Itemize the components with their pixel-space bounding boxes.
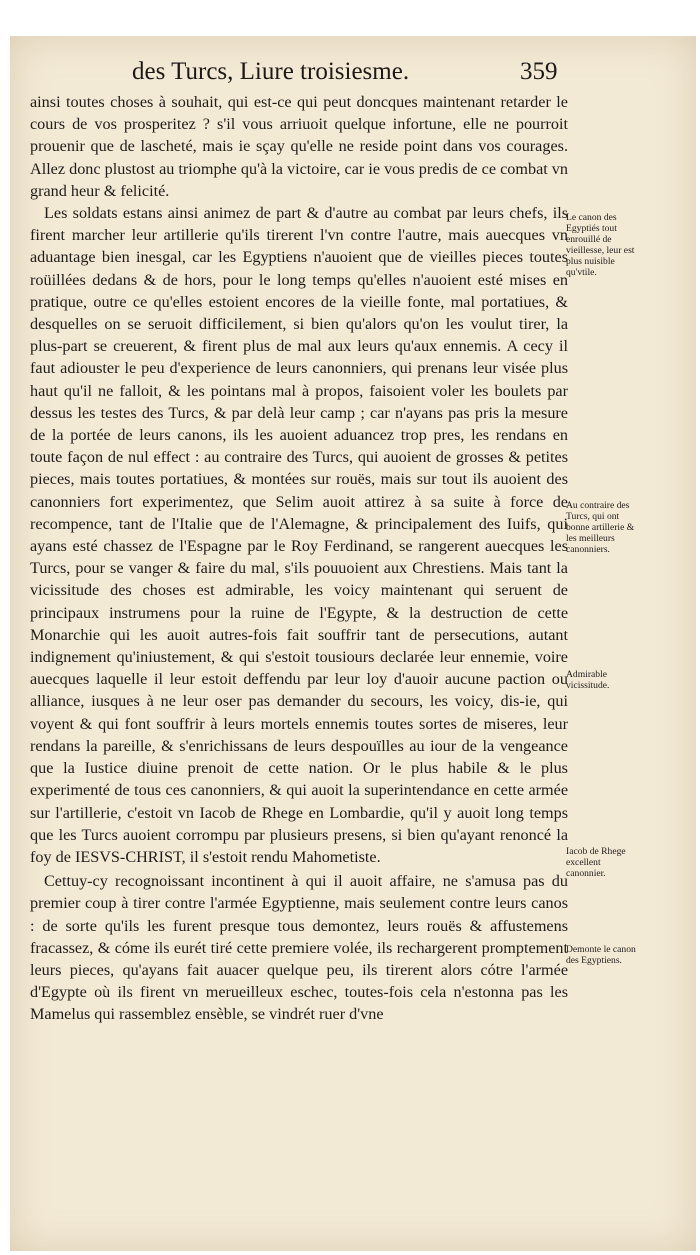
running-header	[0, 58, 700, 88]
margin-note: Iacob de Rhege excellent canonnier.	[566, 846, 626, 879]
margin-note: Le canon des Egyptiés tout enrouillé de vieillesse, leur est plus nuisible qu'vtile.	[566, 212, 635, 278]
paragraph: Les soldats estans ainsi animez de part & d'autre au combat par leurs chefs, ils firent marcher leur artillerie qu'ils tirerent l'vn contre l'autre, mais auecques vn aduantage bien inesgal, car les Egyptiens n'auoient que de vieilles pieces toutes roüillées dedans & de hors, pour le long temps qu'elles n'auoient esté mises en pratique, outre ce qu'elles estoient encores de la vieille fonte, mal portatiues, & desquelles on se seruoit difficilement, si bien qu'alors qu'on les voulut tirer, la plus-part se creuerent, & firent plus de mal aux leurs qu'aux ennemis. A cecy il faut adiouster le peu d'experience de leurs canonniers, qui prenans leur visée plus haut qu'il ne falloit, & les pointans mal à propos, faisoient voler les boulets par dessus les testes des Turcs, & par delà leur camp ; car n'ayans pas pris la mesure de la portée de leurs canons, ils les auoient aduancez trop pres, les rendans en toute façon de nul effect : au contraire des Turcs, qui auoient de grosses & petites pieces, mais toutes portatiues, & montées sur rouës, mais sur tout ils auoient des canonniers fort experimentez, que Selim auoit attirez à sa suite à force de recompence, tant de l'Italie que de l'Alemagne, & principalement des Iuifs, qui ayans esté chassez de l'Espagne par le Roy Ferdinand, se rangerent auecques les Turcs, pour se vanger & faire du mal, s'ils pouuoient aux Chrestiens. Mais tant la vicissitude des choses est admirable, les voicy maintenant qui seruent de principaux instrumens pour la ruine de l'Egypte, & la destruction de cette Monarchie qui les auoit autres-fois fait souffrir tant de persecutions, autant indignement qu'iniustement, & qui s'estoit tousiours declarée leur ennemie, voire auecques laquelle il leur estoit deffendu par leur loy d'auoir aucune paction ou alliance, iusques à ne leur oser pas demander du secours, les voicy, dis-ie, qui voyent & qui font souffrir à leurs mortels ennemis toutes sortes de miseres, leur rendans la pareille, & s'enrichissans de leurs despouïlles au iour de la vengeance que la Iustice diuine prenoit de cette nation. Or le plus habile & le plus experimenté de tous ces canonniers, & qui auoit la superintendance en cette armée sur l'artillerie, c'estoit vn Iacob de Rhege en Lombardie, qu'il y auoit long temps que les Turcs auoient corrompu par plusieurs presens, si bien qu'ayant renoncé la foy de IESVS-CHRIST, il s'estoit rendu Mahometiste.	[30, 204, 568, 866]
margin-note: Admirable vicissitude.	[566, 669, 610, 691]
margin-note: Demonte le canon des Egyptiens.	[566, 944, 636, 966]
running-title: des Turcs, Liure troisiesme.	[132, 58, 410, 85]
margin-note: Au contraire des Turcs, qui ont bonne artillerie & les meilleurs canonniers.	[566, 500, 635, 555]
paragraph: Cettuy-cy recognoissant incontinent à qui il auoit affaire, ne s'amusa pas du premier coup à tirer contre l'armée Egyptienne, mais seulement contre leurs canos : de sorte qu'ils les furent presque tous demontez, leurs rouës & affustemens fracassez, & cóme ils eurét tiré cette premiere volée, ils rechargerent promptement leurs pieces, qu'ayans fait auacer quelque peu, ils tirerent alors cótre l'armée d'Egypte où ils firent vn merueilleux eschec, toutes-fois cela n'estonna pas les Mamelus qui rassemblez ensèble, se vindrét ruer d'vne	[30, 872, 568, 1024]
paragraph: ainsi toutes choses à souhait, qui est-ce qui peut doncques maintenant retarder le cours de vos prosperitez ? s'il vous arriuoit quelque infortune, elle ne pourroit prouenir que de lascheté, mais ie sçay qu'elle ne reside point dans vos courages. Allez donc plustost au triomphe qu'à la victoire, car ie vous predis de ce combat vn grand heur & felicité.	[30, 93, 568, 200]
page-number: 359	[520, 58, 558, 85]
main-text	[30, 91, 568, 1026]
